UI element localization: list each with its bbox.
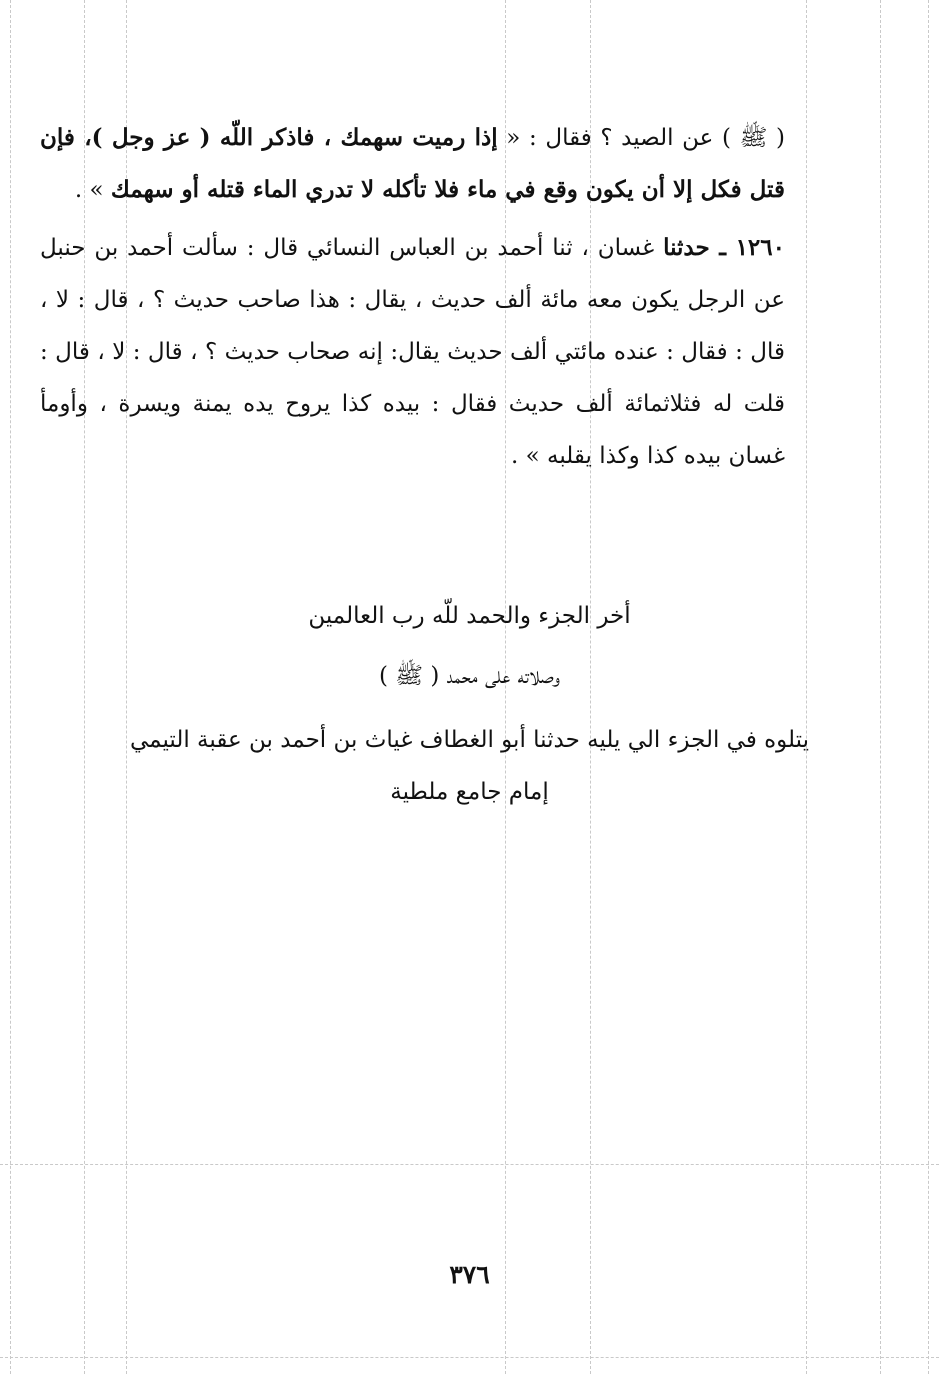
colophon-line-2: وصلاته على محمد ( ﷺ ) <box>378 663 561 689</box>
colophon-line-3: يتلوه في الجزء الي يليه حدثنا أبو الغطاف غياث بن أحمد بن عقبة التيمي <box>129 727 810 753</box>
scan-guide-line <box>0 1357 939 1358</box>
colophon-line-1: أخر الجزء والحمد للّه رب العالمين <box>308 603 631 629</box>
scan-guide-line <box>0 1164 939 1165</box>
page-number: ٣٧٦ <box>449 1260 490 1289</box>
hadith-body: غسان ، ثنا أحمد بن العباس النسائي قال : سألت أحمد بن حنبل عن الرجل يكون معه مائة ألف حديث ، يقال : هذا صاحب حديث ؟ ، قال : لا ، قال : فقال : عنده مائتي ألف حديث يقال: إنه صحاب حديث ؟ ، قال : لا ، قال : قلت له فثلاثمائة ألف حديث فقال : بيده كذا يروح يده يمنة ويسرة ، وأومأ غسان بيده كذا وكذا يقلبه » . <box>40 235 785 469</box>
hadith-number: ١٢٦٠ ـ حدثنا <box>663 234 785 261</box>
colophon <box>0 586 939 818</box>
colophon-line-4: إمام جامع ملطية <box>390 779 549 805</box>
hadith-paragraph-1260 <box>40 222 785 482</box>
hadith-prev-lead: ( ﷺ ) عن الصيد ؟ فقال : « <box>497 125 785 151</box>
hadith-paragraph-prev <box>40 112 785 216</box>
hadith-prev-quote: إذا رميت سهمك ، فاذكر اللّه ( عز وجل )، فإن قتل فكل إلا أن يكون وقع في ماء فلا تأكله لا تدري الماء قتله أو سهمك <box>40 124 785 203</box>
hadith-prev-close: » . <box>74 177 111 203</box>
main-text <box>40 112 785 482</box>
